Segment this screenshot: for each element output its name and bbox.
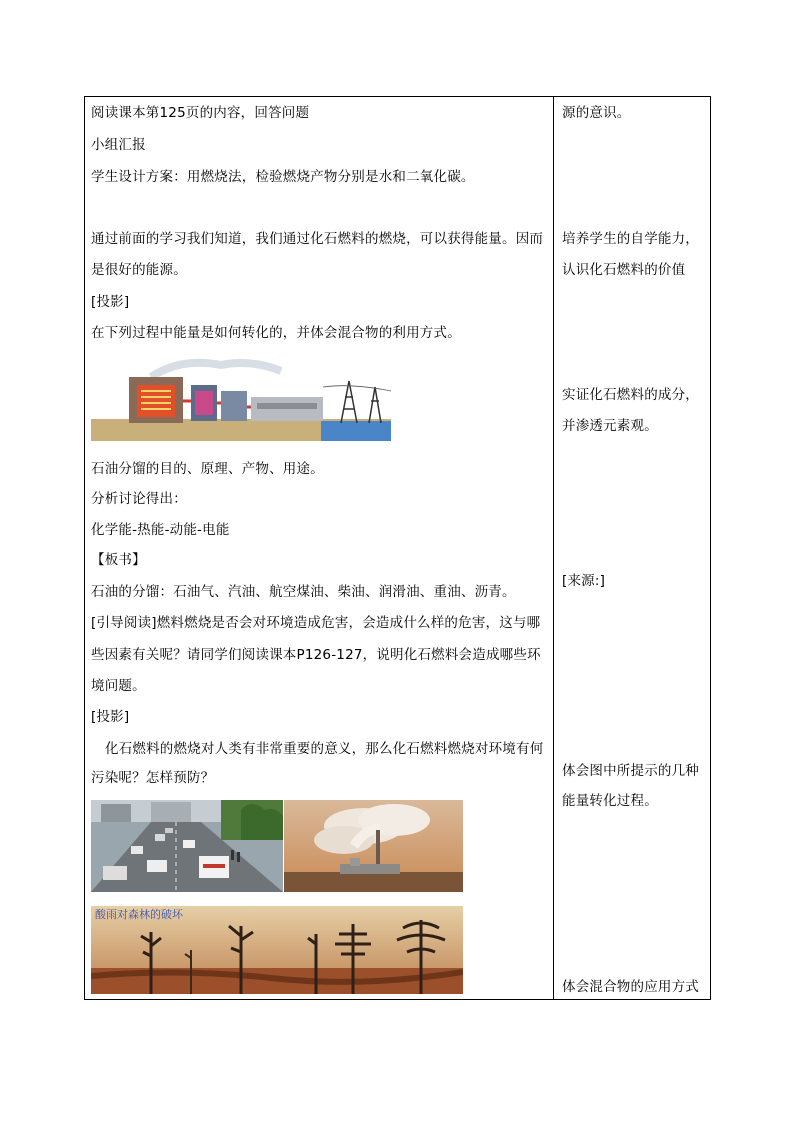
projection-label-2: [投影] bbox=[91, 709, 130, 725]
group-report: 小组汇报 bbox=[91, 137, 146, 153]
note-resource-awareness: 源的意识。 bbox=[562, 105, 631, 121]
smokestack-photo bbox=[284, 800, 463, 892]
guided-reading-line1: [引导阅读]燃料燃烧是否会对环境造成危害，会造成什么样的危害，这与哪 bbox=[91, 615, 541, 631]
acid-rain-caption: 酸雨对森林的破坏 bbox=[95, 908, 183, 921]
projection-label-1: [投影] bbox=[91, 294, 130, 310]
refinery-power-plant-image bbox=[91, 357, 391, 441]
note-self-study-line2: 认识化石燃料的价值 bbox=[562, 262, 686, 278]
note-components-line1: 实证化石燃料的成分， bbox=[562, 387, 699, 403]
energy-text-line2: 是很好的能源。 bbox=[91, 262, 187, 278]
note-mixture-application: 体会混合物的应用方式 bbox=[562, 979, 699, 995]
note-energy-conversion-line2: 能量转化过程。 bbox=[562, 793, 658, 809]
pollution-question-line2: 污染呢？怎样预防？ bbox=[91, 770, 215, 786]
board-label: 【板书】 bbox=[91, 552, 146, 568]
pollution-question-line1: 化石燃料的燃烧对人类有非常重要的意义，那么化石燃料燃烧对环境有何 bbox=[105, 741, 544, 757]
analysis-label: 分析讨论得出： bbox=[91, 491, 187, 507]
guided-reading-line2: 些因素有关呢？请同学们阅读课本P126-127，说明化石燃料会造成哪些环 bbox=[91, 647, 541, 663]
reading-instruction: 阅读课本第125页的内容，回答问题 bbox=[91, 105, 310, 121]
note-source: [来源:] bbox=[562, 573, 606, 589]
column-divider bbox=[553, 97, 554, 999]
energy-text-line1: 通过前面的学习我们知道，我们通过化石燃料的燃烧，可以获得能量。因而 bbox=[91, 231, 544, 247]
lesson-table bbox=[84, 96, 711, 1000]
energy-chain: 化学能-热能-动能-电能 bbox=[91, 522, 230, 538]
student-plan: 学生设计方案：用燃烧法，检验燃烧产物分别是水和二氧化碳。 bbox=[91, 169, 475, 185]
traffic-photo bbox=[91, 800, 283, 892]
distillation-products: 石油的分馏：石油气、汽油、航空煤油、柴油、润滑油、重油、沥青。 bbox=[91, 584, 516, 600]
note-components-line2: 并渗透元素观。 bbox=[562, 418, 658, 434]
note-self-study-line1: 培养学生的自学能力， bbox=[562, 231, 699, 247]
energy-question: 在下列过程中能量是如何转化的，并体会混合物的利用方式。 bbox=[91, 325, 461, 341]
note-energy-conversion-line1: 体会图中所提示的几种 bbox=[562, 763, 699, 779]
guided-reading-line3: 境问题。 bbox=[91, 678, 146, 694]
distillation-question: 石油分馏的目的、原理、产物、用途。 bbox=[91, 461, 324, 477]
acid-rain-forest-photo bbox=[91, 906, 463, 994]
